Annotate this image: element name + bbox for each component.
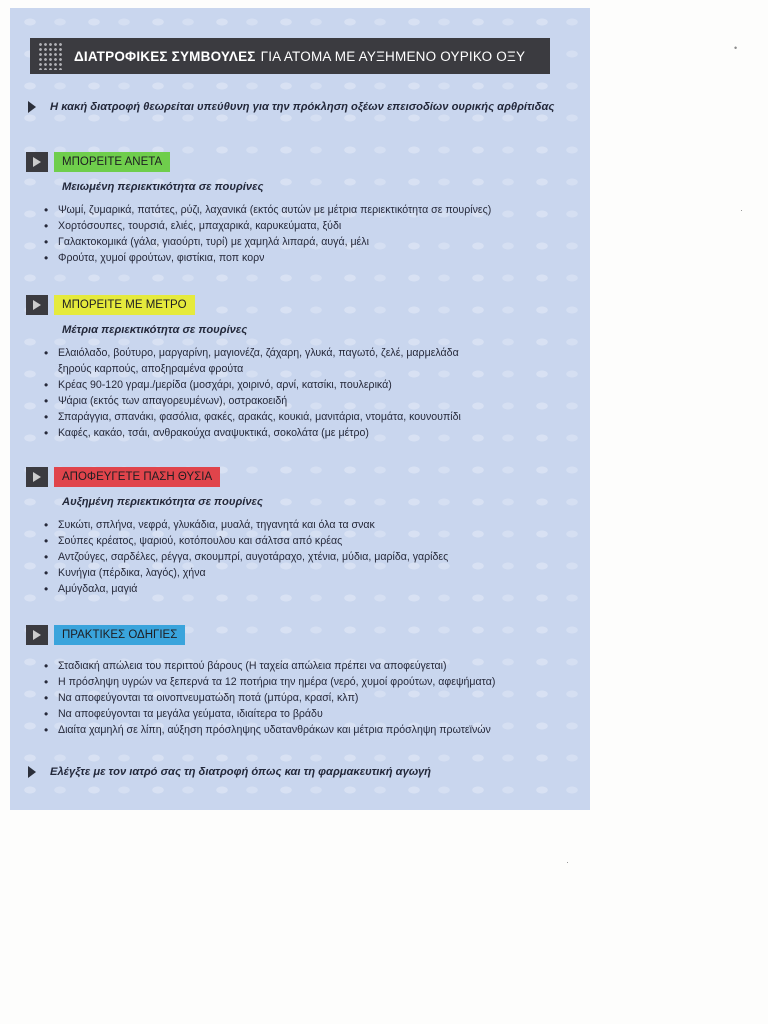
section-label: ΜΠΟΡΕΙΤΕ ΜΕ ΜΕΤΡΟ <box>54 295 195 315</box>
play-arrow-icon <box>26 625 48 645</box>
play-arrow-icon <box>26 467 48 487</box>
list-item: • Ελαιόλαδο, βούτυρο, μαργαρίνη, μαγιονέζα, ζάχαρη, γλυκά, παγωτό, ζελέ, μαρμελάδα <box>44 345 581 361</box>
dots-pattern-icon <box>38 42 64 70</box>
intro-line <box>28 101 554 113</box>
section-label: ΜΠΟΡΕΙΤΕ ΑΝΕΤΑ <box>54 152 170 172</box>
list-item: • Γαλακτοκομικά (γάλα, γιαούρτι, τυρί) με χαμηλά λιπαρά, αυγά, μέλι <box>44 234 581 250</box>
list-item: • Αντζούγες, σαρδέλες, ρέγγα, σκουμπρί, αυγοτάραχο, χτένια, μύδια, μαρίδα, γαρίδες <box>44 549 581 565</box>
list-item: • Κρέας 90-120 γραμ./μερίδα (μοσχάρι, χοιρινό, αρνί, κατσίκι, πουλερικά) <box>44 377 581 393</box>
section-subtitle: Μέτρια περιεκτικότητα σε πουρίνες <box>62 324 248 336</box>
scan-speck: · <box>740 205 743 215</box>
section-header <box>26 294 581 316</box>
list-item: • Σούπες κρέατος, ψαριού, κοτόπουλου και σάλτσα από κρέας <box>44 533 581 549</box>
play-arrow-icon <box>26 152 48 172</box>
list-item: • Σπαράγγια, σπανάκι, φασόλια, φακές, αρακάς, κουκιά, μανιτάρια, ντομάτα, κουνουπίδι <box>44 409 581 425</box>
page-title <box>74 49 525 64</box>
play-arrow-icon <box>26 295 48 315</box>
section-practical-tips <box>26 624 581 738</box>
list-item: • Ψωμί, ζυμαρικά, πατάτες, ρύζι, λαχανικά (εκτός αυτών με μέτρια περιεκτικότητα σε πουρίνες) <box>44 202 581 218</box>
section-subtitle: Αυξημένη περιεκτικότητα σε πουρίνες <box>62 496 263 508</box>
scan-speck: · <box>566 857 569 867</box>
section-avoid <box>26 466 581 597</box>
list-item: • Να αποφεύγονται τα οινοπνευματώδη ποτά (μπύρα, κρασί, κλπ) <box>44 690 581 706</box>
list-item: • Διαίτα χαμηλή σε λίπη, αύξηση πρόσληψης υδατανθράκων και μέτρια πρόσληψη πρωτεϊνών <box>44 722 581 738</box>
list-item: • Συκώτι, σπλήνα, νεφρά, γλυκάδια, μυαλά, τηγανητά και όλα τα σνακ <box>44 517 581 533</box>
outro-line <box>28 766 431 778</box>
list-item: • Καφές, κακάο, τσάι, ανθρακούχα αναψυκτικά, σοκολάτα (με μέτρο) <box>44 425 581 441</box>
section-list <box>26 517 581 597</box>
section-header <box>26 466 581 488</box>
section-list <box>26 658 581 738</box>
title-bar <box>30 38 550 74</box>
list-item-continuation: ξηρούς καρπούς, αποξηραμένα φρούτα <box>58 363 244 375</box>
list-item: • Η πρόσληψη υγρών να ξεπερνά τα 12 ποτήρια την ημέρα (νερό, χυμοί φρούτων, αφεψήματα) <box>44 674 581 690</box>
title-stripe-decoration <box>540 38 552 74</box>
list-item: • Ψάρια (εκτός των απαγορευμένων), οστρακοειδή <box>44 393 581 409</box>
list-item: • Σταδιακή απώλεια του περιττού βάρους (Η ταχεία απώλεια πρέπει να αποφεύγεται) <box>44 658 581 674</box>
arrow-right-icon <box>28 101 36 113</box>
section-list <box>26 345 581 441</box>
section-subtitle: Μειωμένη περιεκτικότητα σε πουρίνες <box>62 181 264 193</box>
section-list <box>26 202 581 266</box>
outro-text: Ελέγξτε με τον ιατρό σας τη διατροφή όπως και τη φαρμακευτική αγωγή <box>50 766 432 778</box>
list-item: • Φρούτα, χυμοί φρούτων, φιστίκια, ποπ κορν <box>44 250 581 266</box>
list-item: • Να αποφεύγονται τα μεγάλα γεύματα, ιδιαίτερα το βράδυ <box>44 706 581 722</box>
section-freely <box>26 151 581 266</box>
list-item: • Αμύγδαλα, μαγιά <box>44 581 581 597</box>
title-bold: ΔΙΑΤΡΟΦΙΚΕΣ ΣΥΜΒΟΥΛΕΣ <box>74 48 256 64</box>
intro-text: Η κακή διατροφή θεωρείται υπεύθυνη για την πρόκληση οξέων επεισοδίων ουρικής αρθρίτιδας <box>50 101 555 113</box>
title-rest: ΓΙΑ ΑΤΟΜΑ ΜΕ ΑΥΞΗΜΕΝΟ ΟΥΡΙΚΟ ΟΞΥ <box>260 48 526 64</box>
section-label: ΠΡΑΚΤΙΚΕΣ ΟΔΗΓΙΕΣ <box>54 625 185 645</box>
list-item: • Κυνήγια (πέρδικα, λαγός), χήνα <box>44 565 581 581</box>
section-header <box>26 624 581 646</box>
list-item: • Χορτόσουπες, τουρσιά, ελιές, μπαχαρικά, καρυκεύματα, ξύδι <box>44 218 581 234</box>
section-label: ΑΠΟΦΕΥΓΕΤΕ ΠΑΣΗ ΘΥΣΙΑ <box>54 467 220 487</box>
section-moderation <box>26 294 581 441</box>
leaflet <box>10 8 590 810</box>
arrow-right-icon <box>28 766 36 778</box>
section-header <box>26 151 581 173</box>
scan-speck: • <box>734 43 738 53</box>
